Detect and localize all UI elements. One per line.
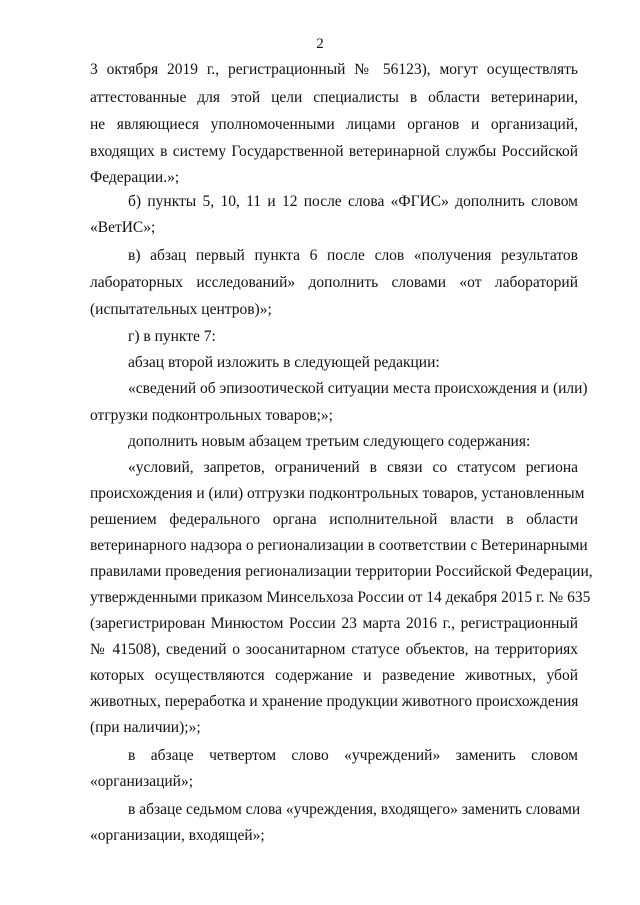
text-line: которых осуществляются содержание и разведение животных, убой — [90, 667, 578, 684]
text-line: лабораторных исследований» дополнить словами «от лабораторий — [90, 274, 578, 291]
text-line: происхождения и (или) отгрузки подконтрольных товаров, установленным — [90, 485, 585, 502]
text-line: 3 октября 2019 г., регистрационный № 56123), могут осуществлять — [90, 61, 578, 78]
text-line: в абзаце четвертом слово «учреждений» заменить словом — [128, 747, 578, 764]
text-line: (зарегистрирован Минюстом России 23 марта 2016 г., регистрационный — [90, 615, 578, 632]
text-line: животных, переработка и хранение продукции животного происхождения — [90, 693, 579, 710]
text-line: дополнить новым абзацем третьим следующего содержания: — [128, 433, 531, 450]
text-line: б) пункты 5, 10, 11 и 12 после слова «ФГИС» дополнить словом — [128, 193, 578, 210]
text-line: «условий, запретов, ограничений в связи со статусом региона — [128, 459, 578, 476]
text-line: «организации, входящей»; — [90, 827, 265, 844]
text-line: отгрузки подконтрольных товаров;»; — [90, 407, 333, 424]
text-line: не являющиеся уполномоченными лицами органов и организаций, — [90, 116, 578, 133]
text-line: № 41508), сведений о зоосанитарном статусе объектов, на территориях — [90, 641, 578, 658]
text-line: в абзаце седьмом слова «учреждения, входящего» заменить словами — [128, 801, 581, 818]
text-line: «организаций»; — [90, 773, 194, 790]
text-line: входящих в систему Государственной ветеринарной службы Российской — [90, 143, 578, 160]
text-line: правилами проведения регионализации территории Российской Федерации, — [90, 563, 593, 580]
text-line: Федерации.»; — [90, 169, 180, 186]
text-line: аттестованные для этой цели специалисты в области ветеринарии, — [90, 89, 578, 106]
text-line: ветеринарного надзора о регионализации в соответствии с Ветеринарными — [90, 537, 588, 554]
text-line: решением федерального органа исполнительной власти в области — [90, 511, 578, 528]
text-line: (испытательных центров)»; — [90, 301, 272, 318]
text-line: абзац второй изложить в следующей редакции: — [128, 354, 440, 371]
text-line: в) абзац первый пункта 6 после слов «получения результатов — [128, 247, 578, 264]
page-number: 2 — [316, 36, 324, 52]
text-line: г) в пункте 7: — [128, 328, 216, 345]
text-line: (при наличии);»; — [90, 719, 201, 736]
text-line: «сведений об эпизоотической ситуации места происхождения и (или) — [128, 380, 588, 397]
text-line: утвержденными приказом Минсельхоза России от 14 декабря 2015 г. № 635 — [90, 589, 591, 606]
text-line: «ВетИС»; — [90, 219, 156, 236]
